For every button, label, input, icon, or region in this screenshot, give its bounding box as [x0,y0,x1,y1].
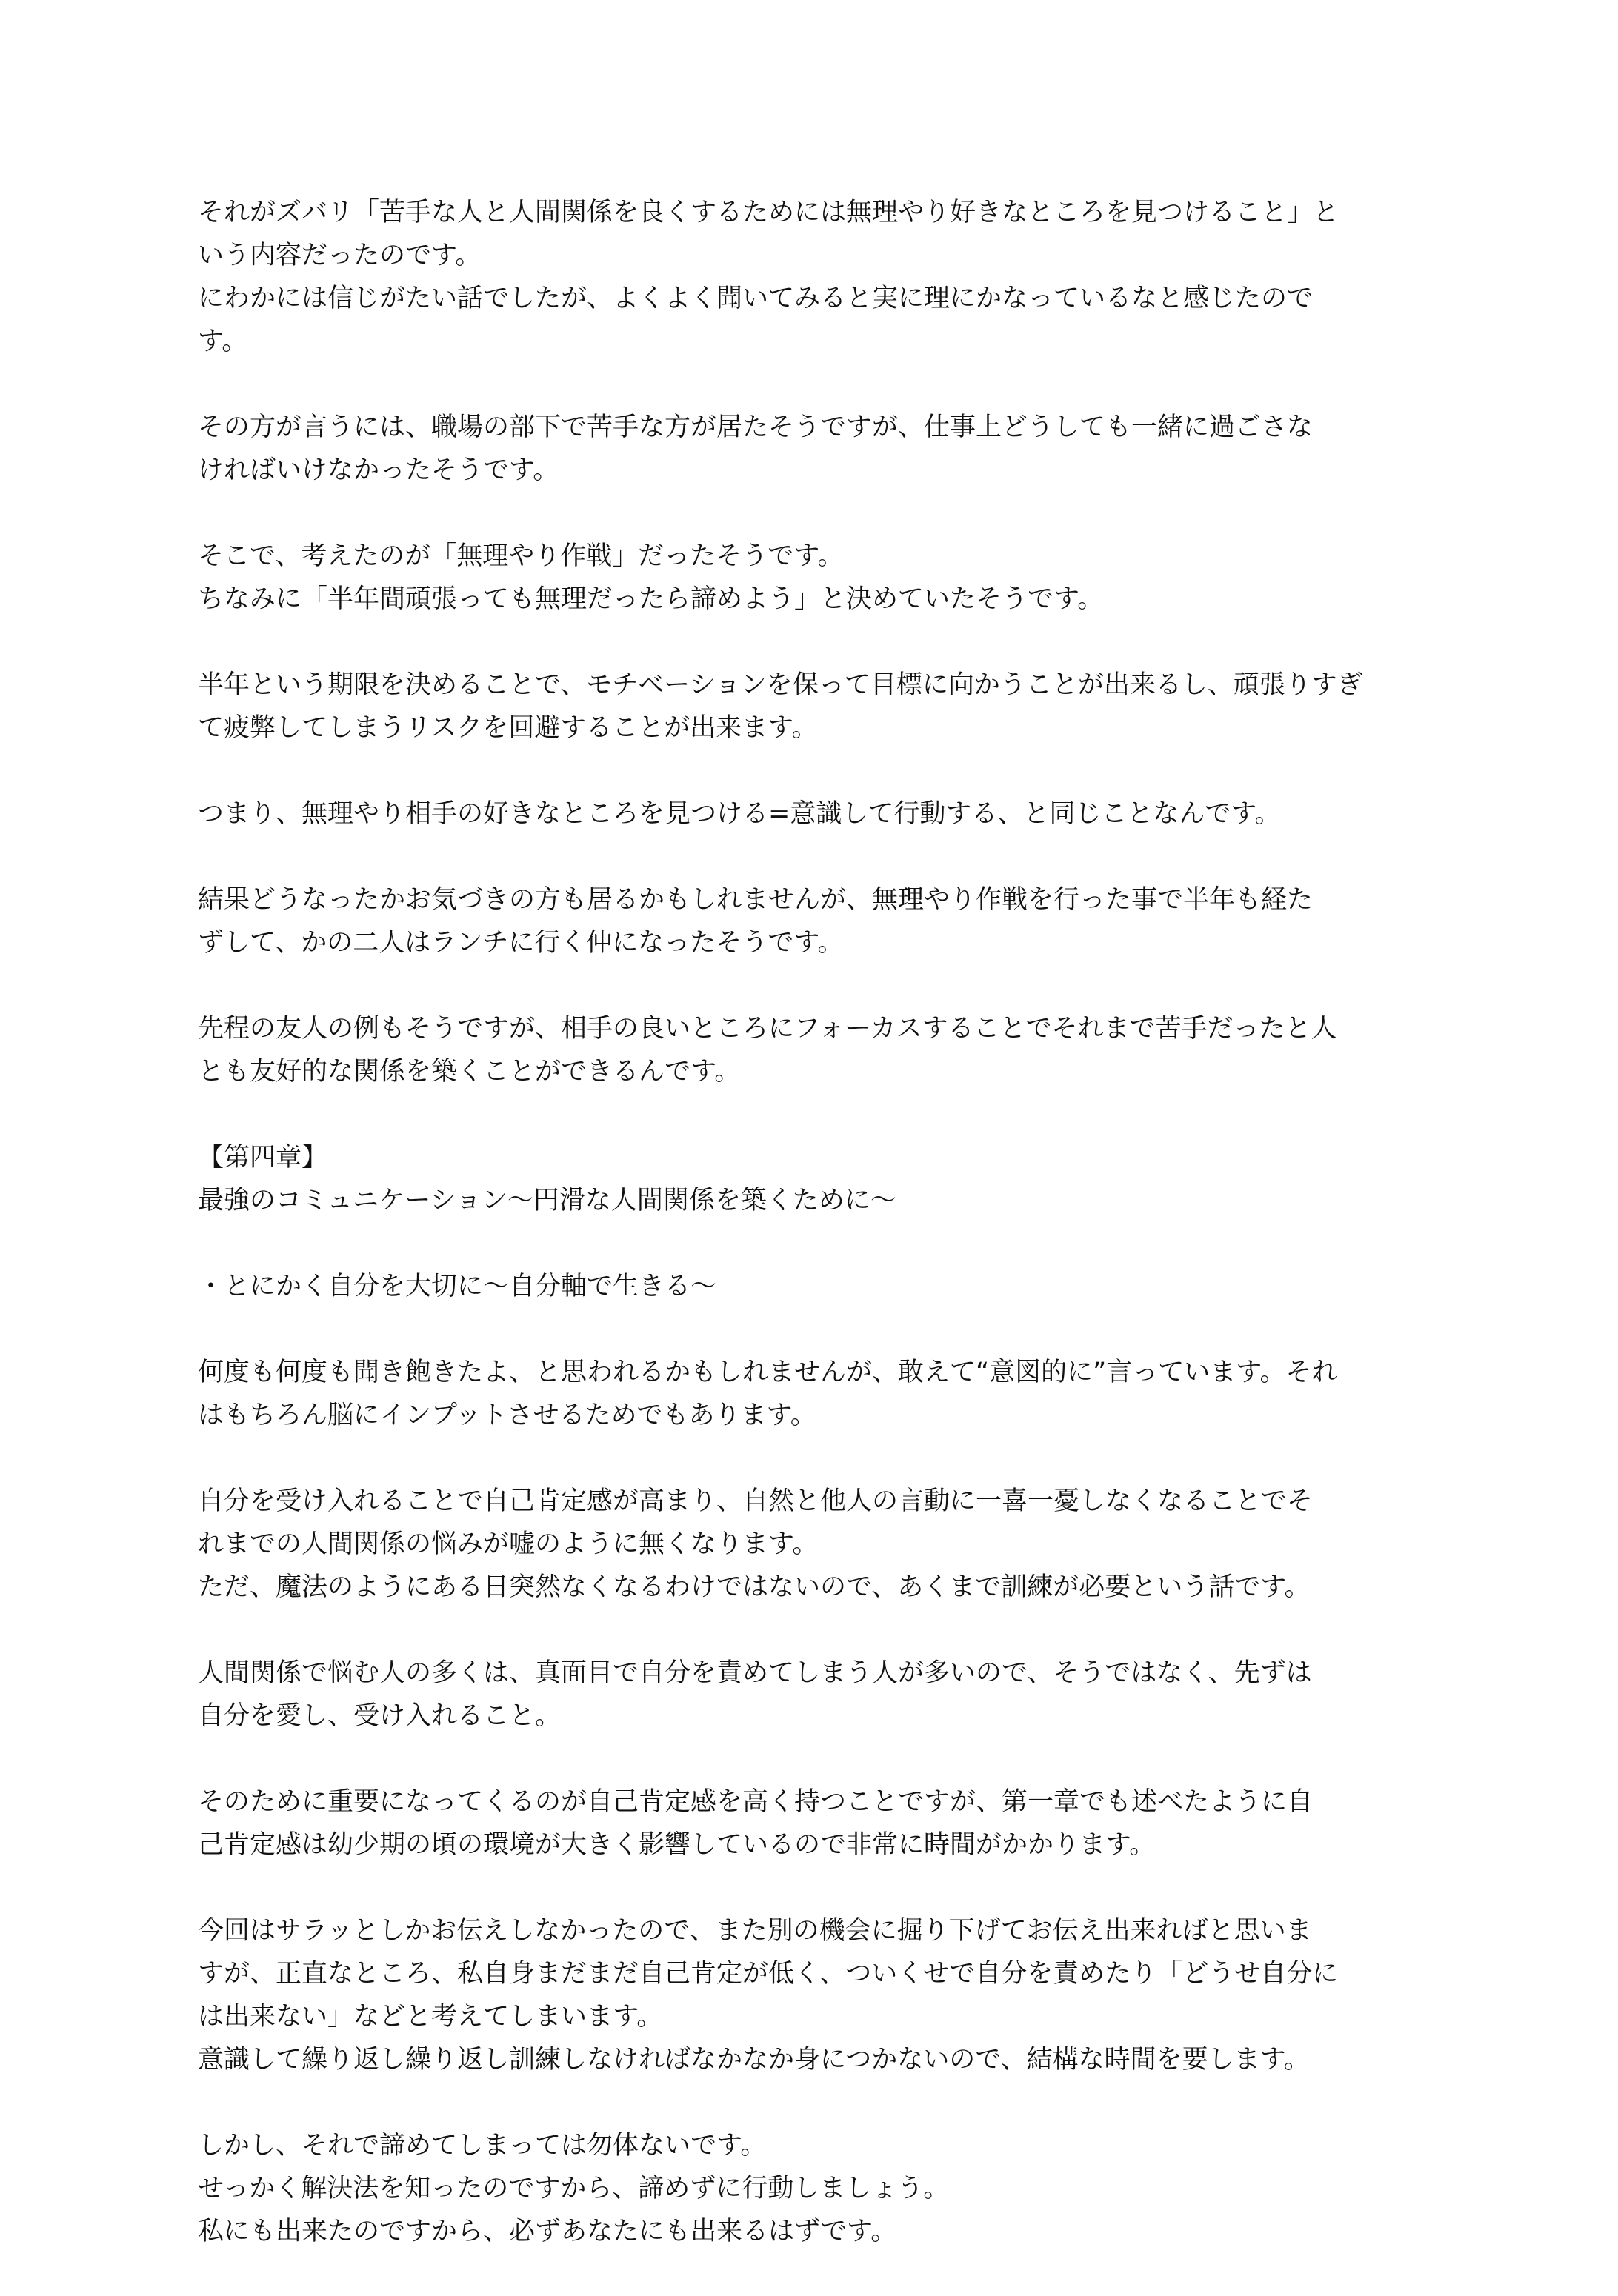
paragraph-10 [198,1652,1442,1738]
section-title: ・とにかく自分を大切に〜自分軸で生きる〜 [198,1272,717,1301]
section-heading [198,1265,1442,1308]
text-line: 人間関係で悩む人の多くは、真面目で自分を責めてしまう人が多いので、そうではなく、先ずは [198,1658,1312,1688]
text-line: ちなみに「半年間頑張っても無理だったら諦めよう」と決めていたそうです。 [198,584,1104,614]
paragraph-13 [198,2124,1442,2253]
document-body [198,191,1442,2296]
text-line: つまり、無理やり相手の好きなところを見つける=意識して行動する、と同じことなんです。 [198,799,1281,829]
paragraph-1 [198,191,1442,363]
paragraph-11 [198,1781,1442,1866]
text-line: にわかには信じがたい話でしたが、よくよく聞いてみると実に理にかなっているなと感じたので [198,284,1314,313]
text-line: すが、正直なところ、私自身まだまだ自己肯定が低く、ついくせで自分を責めたり「どうせ自分に [198,1959,1339,1989]
text-line: は出来ない」などと考えてしまいます。 [198,2002,663,2032]
paragraph-8 [198,1351,1442,1437]
text-line: 自分を受け入れることで自己肯定感が高まり、自然と他人の言動に一喜一憂しなくなることでそ [198,1486,1314,1516]
paragraph-12 [198,1909,1442,2081]
chapter-title: 最強のコミュニケーション〜円滑な人間関係を築くために〜 [198,1186,896,1215]
text-line: て疲弊してしまうリスクを回避することが出来ます。 [198,713,818,743]
text-line: それがズバリ「苦手な人と人間関係を良くするためには無理やり好きなところを見つけること」と [198,198,1339,227]
text-line: とも友好的な関係を築くことができるんです。 [198,1057,741,1087]
text-line: 何度も何度も聞き飽きたよ、と思われるかもしれませんが、敢えて“意図的に”言っています。それ [198,1358,1338,1387]
text-line: せっかく解決法を知ったのですから、諦めずに行動しましょう。 [198,2174,950,2203]
text-line: れまでの人間関係の悩みが嘘のように無くなります。 [198,1529,819,1559]
paragraph-4 [198,664,1442,750]
paragraph-3 [198,535,1442,621]
text-line: 意識して繰り返し繰り返し訓練しなければなかなか身につかないので、結構な時間を要します。 [198,2045,1310,2075]
text-line: そこで、考えたのが「無理やり作戦」だったそうです。 [198,541,844,571]
text-line: 先程の友人の例もそうですが、相手の良いところにフォーカスすることでそれまで苦手だったと人 [198,1014,1337,1044]
text-line: ずして、かの二人はランチに行く仲になったそうです。 [198,928,844,958]
paragraph-7 [198,1007,1442,1093]
text-line: その方が言うには、職場の部下で苦手な方が居たそうですが、仕事上どうしても一緒に過ごさな [198,413,1314,442]
text-line: しかし、それで諦めてしまっては勿体ないです。 [198,2131,767,2160]
text-line: 私にも出来たのですから、必ずあなたにも出来るはずです。 [198,2217,897,2246]
paragraph-9 [198,1480,1442,1609]
text-line: 今回はサラッとしかお伝えしなかったので、また別の機会に掘り下げてお伝え出来ればと思いま [198,1916,1312,1946]
text-line: す。 [198,327,248,356]
chapter-heading [198,1136,1442,1222]
text-line: いう内容だったのです。 [198,241,482,270]
text-line: そのために重要になってくるのが自己肯定感を高く持つことですが、第一章でも述べたように自 [198,1787,1314,1817]
paragraph-5 [198,792,1442,835]
text-line: はもちろん脳にインプットさせるためでもあります。 [198,1401,816,1430]
text-line: ただ、魔法のようにある日突然なくなるわけではないので、あくまで訓練が必要という話です。 [198,1572,1311,1602]
paragraph-2 [198,406,1442,492]
text-line: 結果どうなったかお気づきの方も居るかもしれませんが、無理やり作戦を行った事で半年も経た [198,885,1314,915]
paragraph-6 [198,878,1442,964]
text-line: 自分を愛し、受け入れること。 [198,1701,562,1731]
text-line: 己肯定感は幼少期の頃の環境が大きく影響しているので非常に時間がかかります。 [198,1830,1156,1860]
text-line: 半年という期限を決めることで、モチベーションを保って目標に向かうことが出来るし、頑張りすぎ [198,670,1363,700]
chapter-label: 【第四章】 [198,1143,328,1172]
text-line: ければいけなかったそうです。 [198,455,559,485]
